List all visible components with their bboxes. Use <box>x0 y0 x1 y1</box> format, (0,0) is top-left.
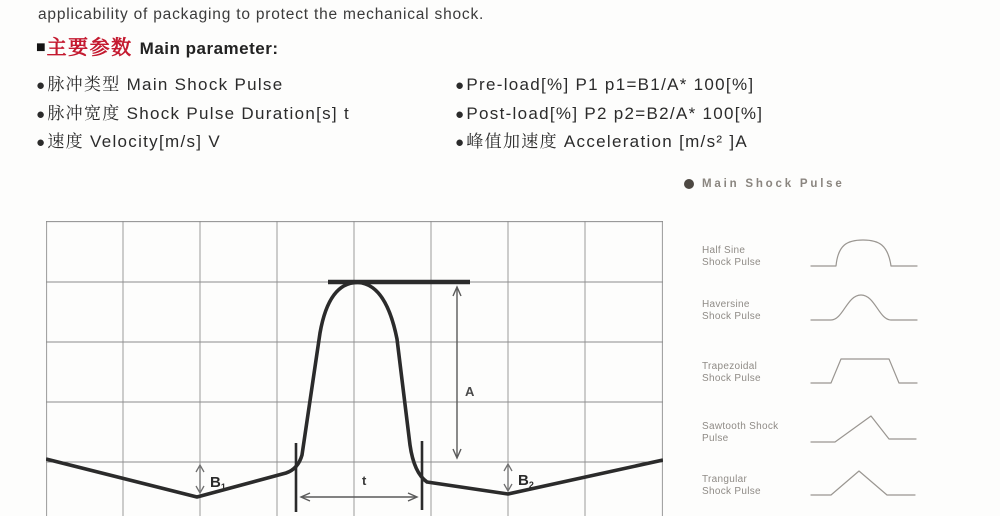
legend-item-trapezoid <box>702 350 942 394</box>
parameter-item <box>36 71 350 100</box>
legend-header <box>684 178 845 190</box>
intro-text: applicability of packaging to protect the mechanical shock. <box>38 6 485 23</box>
legend-item-label <box>702 474 808 497</box>
duration-arrow <box>301 493 417 501</box>
sawtooth-waveform-icon <box>808 410 920 450</box>
legend-item-haversine <box>702 288 942 332</box>
bullet-icon: ● <box>455 77 466 94</box>
parameter-item <box>455 128 763 157</box>
parameter-item <box>36 128 350 157</box>
legend-item-label <box>702 299 808 322</box>
legend-item-label <box>702 361 808 384</box>
preload-arrow <box>196 465 204 493</box>
legend-item-triangle <box>702 463 942 507</box>
preload-label-sub: 1 <box>220 482 226 492</box>
parameter-text: 峰值加速度 Acceleration [m/s² ]A <box>466 132 749 151</box>
bullet-icon: ● <box>36 134 47 151</box>
legend-label-line1: Half Sine <box>702 245 746 256</box>
section-marker-icon: ■ <box>36 39 46 56</box>
parameter-item <box>455 71 763 100</box>
parameter-text: 脉冲类型 Main Shock Pulse <box>47 75 284 94</box>
postload-label <box>518 472 534 490</box>
legend-label-line2: Shock Pulse <box>702 372 761 384</box>
parameter-list-right <box>455 71 763 157</box>
bullet-icon: ● <box>455 105 466 123</box>
grid-vertical-lines <box>47 221 663 516</box>
legend-item-label <box>702 245 808 268</box>
section-title-zh: 主要参数 <box>46 37 133 59</box>
amplitude-arrow <box>453 287 461 458</box>
legend-label-line1: Sawtooth Shock <box>702 421 779 432</box>
legend-label-line2: Shock Pulse <box>702 256 761 268</box>
parameter-text: Post-load[%] P2 p2=B2/A* 100[%] <box>466 103 764 123</box>
bullet-icon: ● <box>36 77 47 94</box>
section-heading <box>36 38 279 58</box>
parameter-text: Pre-load[%] P1 p1=B1/A* 100[%] <box>466 75 755 94</box>
parameter-list-left <box>36 71 350 157</box>
legend-label-line1: Trapezoidal <box>702 361 758 372</box>
legend-item-sawtooth <box>702 410 942 454</box>
legend-item-label <box>702 421 808 444</box>
legend-label-line2: Shock Pulse <box>702 310 761 322</box>
preload-label <box>210 474 226 492</box>
bullet-icon <box>684 179 694 189</box>
postload-arrow <box>504 464 512 491</box>
haversine-waveform-icon <box>808 288 920 328</box>
legend-header-label: Main Shock Pulse <box>702 178 845 190</box>
triangle-waveform-icon <box>808 463 920 503</box>
trapezoid-waveform-icon <box>808 350 920 390</box>
amplitude-label: A <box>465 384 475 399</box>
bullet-icon: ● <box>455 134 466 151</box>
postload-label-sub: 2 <box>528 480 534 490</box>
section-title-en: Main parameter: <box>139 38 279 58</box>
preload-label-main: B <box>210 474 221 491</box>
legend-label-line1: Haversine <box>702 299 750 310</box>
legend-label-line2: Pulse <box>702 432 729 444</box>
parameter-item <box>36 100 350 129</box>
parameter-item <box>455 100 763 129</box>
parameter-text: 脉冲宽度 Shock Pulse Duration[s] t <box>47 103 350 123</box>
duration-label: t <box>362 473 367 488</box>
half-sine-waveform-icon <box>808 234 920 274</box>
legend-label-line2: Shock Pulse <box>702 485 761 497</box>
shock-pulse-figure <box>46 221 663 516</box>
legend-item-half-sine <box>702 234 942 278</box>
postload-label-main: B <box>518 472 529 489</box>
bullet-icon: ● <box>36 105 47 123</box>
parameter-text: 速度 Velocity[m/s] V <box>47 132 221 151</box>
legend-label-line1: Trangular <box>702 474 748 485</box>
